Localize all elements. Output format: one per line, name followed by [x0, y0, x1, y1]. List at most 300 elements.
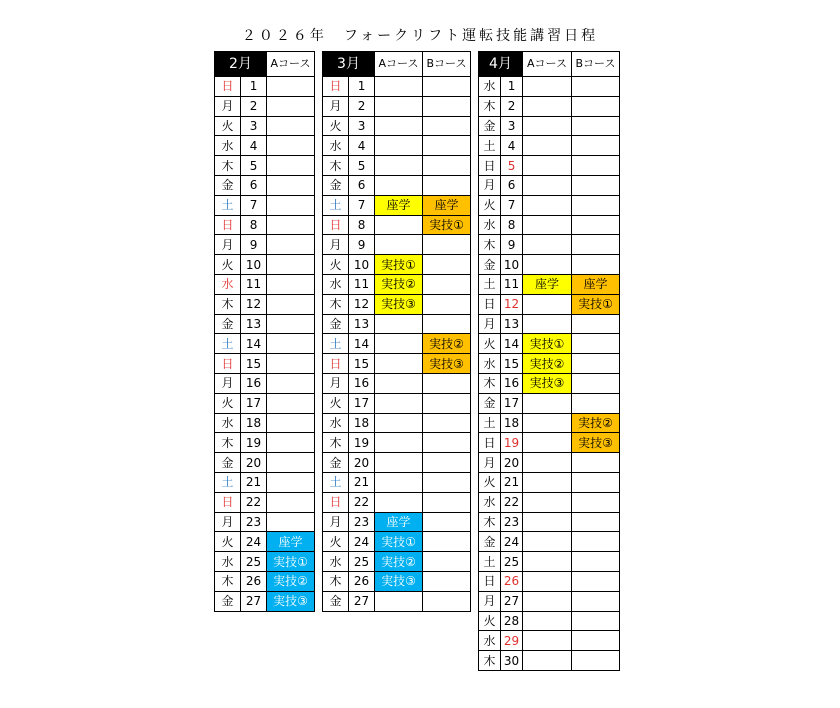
schedule-row [323, 274, 471, 294]
session-cell [267, 314, 315, 334]
day-cell: 2 [349, 96, 375, 116]
session-cell: 実技③ [523, 373, 572, 393]
session-cell [423, 552, 471, 572]
day-cell: 15 [241, 354, 267, 374]
weekday-cell: 月 [323, 235, 349, 255]
schedule-row [323, 393, 471, 413]
session-cell [572, 354, 620, 374]
schedule-row [323, 195, 471, 215]
session-cell: 実技① [267, 552, 315, 572]
weekday-cell: 月 [215, 512, 241, 532]
session-cell [523, 235, 572, 255]
weekday-cell: 月 [479, 175, 501, 195]
day-cell: 15 [349, 354, 375, 374]
day-cell: 19 [501, 433, 523, 453]
weekday-cell: 水 [215, 274, 241, 294]
weekday-cell: 金 [215, 314, 241, 334]
day-cell: 21 [349, 472, 375, 492]
day-cell: 10 [501, 255, 523, 275]
session-cell [572, 393, 620, 413]
session-cell [375, 334, 423, 354]
day-cell: 10 [241, 255, 267, 275]
weekday-cell: 月 [479, 314, 501, 334]
session-cell [572, 552, 620, 572]
session-cell [572, 651, 620, 671]
weekday-cell: 金 [323, 314, 349, 334]
weekday-cell: 木 [479, 96, 501, 116]
day-cell: 27 [501, 591, 523, 611]
day-cell: 9 [349, 235, 375, 255]
session-cell [523, 156, 572, 176]
weekday-cell: 日 [479, 294, 501, 314]
session-cell [375, 136, 423, 156]
session-cell [523, 314, 572, 334]
session-cell [523, 453, 572, 473]
day-cell: 5 [241, 156, 267, 176]
weekday-cell: 木 [215, 294, 241, 314]
schedule-row [323, 354, 471, 374]
schedule-row [479, 96, 620, 116]
weekday-cell: 月 [323, 373, 349, 393]
session-cell: 実技② [523, 354, 572, 374]
session-cell [375, 314, 423, 334]
session-cell: 実技① [523, 334, 572, 354]
session-cell [267, 393, 315, 413]
schedule-row [323, 492, 471, 512]
schedule-row [215, 274, 315, 294]
session-cell: 実技② [375, 552, 423, 572]
day-cell: 3 [241, 116, 267, 136]
day-cell: 14 [241, 334, 267, 354]
weekday-cell: 水 [215, 413, 241, 433]
session-cell [375, 492, 423, 512]
session-cell [572, 255, 620, 275]
day-cell: 14 [501, 334, 523, 354]
session-cell: 座学 [572, 274, 620, 294]
session-cell [572, 334, 620, 354]
day-cell: 13 [501, 314, 523, 334]
session-cell [423, 235, 471, 255]
session-cell [267, 235, 315, 255]
schedule-row [215, 453, 315, 473]
weekday-cell: 水 [479, 77, 501, 97]
day-cell: 11 [501, 274, 523, 294]
schedule-row [479, 215, 620, 235]
month-label: 4月 [479, 52, 523, 77]
session-cell [423, 413, 471, 433]
day-cell: 5 [501, 156, 523, 176]
schedule-row [215, 571, 315, 591]
session-cell [572, 532, 620, 552]
session-cell [572, 136, 620, 156]
session-cell: 座学 [523, 274, 572, 294]
weekday-cell: 火 [323, 532, 349, 552]
weekday-cell: 土 [479, 274, 501, 294]
weekday-cell: 火 [215, 532, 241, 552]
schedule-row [479, 651, 620, 671]
session-cell [375, 77, 423, 97]
day-cell: 24 [501, 532, 523, 552]
schedule-row [323, 96, 471, 116]
day-cell: 27 [241, 591, 267, 611]
session-cell [572, 611, 620, 631]
weekday-cell: 月 [323, 96, 349, 116]
schedule-row [215, 532, 315, 552]
schedule-row [323, 413, 471, 433]
session-cell [267, 77, 315, 97]
weekday-cell: 土 [215, 195, 241, 215]
schedule-row [479, 393, 620, 413]
session-cell [423, 512, 471, 532]
day-cell: 29 [501, 631, 523, 651]
weekday-cell: 土 [479, 136, 501, 156]
day-cell: 15 [501, 354, 523, 374]
session-cell [572, 175, 620, 195]
session-cell [267, 156, 315, 176]
schedule-row [479, 354, 620, 374]
weekday-cell: 土 [479, 552, 501, 572]
day-cell: 20 [241, 453, 267, 473]
day-cell: 28 [501, 611, 523, 631]
schedule-row [479, 334, 620, 354]
schedule-row [479, 274, 620, 294]
schedule-row [215, 492, 315, 512]
schedule-row [323, 156, 471, 176]
weekday-cell: 水 [479, 631, 501, 651]
session-cell [423, 77, 471, 97]
session-cell [572, 373, 620, 393]
weekday-cell: 土 [323, 334, 349, 354]
session-cell [572, 512, 620, 532]
schedule-row [323, 77, 471, 97]
schedule-row [479, 433, 620, 453]
day-cell: 12 [501, 294, 523, 314]
weekday-cell: 月 [215, 373, 241, 393]
weekday-cell: 日 [323, 77, 349, 97]
session-cell [267, 116, 315, 136]
schedule-row [215, 96, 315, 116]
session-cell [423, 591, 471, 611]
day-cell: 27 [349, 591, 375, 611]
session-cell [523, 571, 572, 591]
schedule-row [323, 116, 471, 136]
schedule-row [479, 195, 620, 215]
session-cell: 実技② [423, 334, 471, 354]
session-cell: 実技① [572, 294, 620, 314]
day-cell: 18 [349, 413, 375, 433]
schedule-row [479, 571, 620, 591]
session-cell [267, 512, 315, 532]
session-cell [375, 215, 423, 235]
day-cell: 25 [241, 552, 267, 572]
day-cell: 22 [241, 492, 267, 512]
schedule-row [215, 591, 315, 611]
session-cell [423, 433, 471, 453]
schedule-row [323, 255, 471, 275]
session-cell: 座学 [375, 195, 423, 215]
session-cell [423, 255, 471, 275]
weekday-cell: 日 [479, 156, 501, 176]
schedule-row [323, 433, 471, 453]
weekday-cell: 日 [479, 571, 501, 591]
schedule-row [479, 116, 620, 136]
schedule-row [323, 235, 471, 255]
schedule-row [215, 334, 315, 354]
weekday-cell: 土 [323, 472, 349, 492]
schedule-row [215, 373, 315, 393]
schedule-row [479, 512, 620, 532]
schedule-row [323, 294, 471, 314]
session-cell [572, 235, 620, 255]
day-cell: 1 [241, 77, 267, 97]
day-cell: 11 [349, 274, 375, 294]
weekday-cell: 日 [215, 354, 241, 374]
session-cell [267, 334, 315, 354]
day-cell: 16 [501, 373, 523, 393]
schedule-row [323, 571, 471, 591]
day-cell: 3 [501, 116, 523, 136]
session-cell [523, 591, 572, 611]
session-cell [267, 255, 315, 275]
course-header: Bコース [423, 52, 471, 77]
weekday-cell: 金 [215, 175, 241, 195]
session-cell [572, 492, 620, 512]
schedule-row [215, 512, 315, 532]
course-header: Aコース [267, 52, 315, 77]
session-cell [423, 175, 471, 195]
session-cell [523, 611, 572, 631]
schedule-row [215, 136, 315, 156]
session-cell [523, 215, 572, 235]
weekday-cell: 土 [323, 195, 349, 215]
course-header: Aコース [523, 52, 572, 77]
weekday-cell: 日 [215, 215, 241, 235]
session-cell [423, 136, 471, 156]
schedule-row [215, 195, 315, 215]
session-cell [267, 274, 315, 294]
day-cell: 23 [349, 512, 375, 532]
calendar-april [478, 51, 620, 671]
weekday-cell: 木 [215, 571, 241, 591]
day-cell: 24 [241, 532, 267, 552]
session-cell [267, 175, 315, 195]
day-cell: 9 [241, 235, 267, 255]
weekday-cell: 火 [323, 255, 349, 275]
schedule-row [323, 373, 471, 393]
weekday-cell: 金 [479, 532, 501, 552]
schedule-row [323, 334, 471, 354]
weekday-cell: 火 [215, 116, 241, 136]
day-cell: 21 [501, 472, 523, 492]
day-cell: 23 [241, 512, 267, 532]
session-cell [375, 453, 423, 473]
schedule-row [215, 552, 315, 572]
schedule-row [215, 294, 315, 314]
session-cell [572, 314, 620, 334]
weekday-cell: 金 [479, 393, 501, 413]
day-cell: 1 [501, 77, 523, 97]
day-cell: 17 [241, 393, 267, 413]
session-cell [375, 175, 423, 195]
header-row [479, 52, 620, 77]
session-cell [572, 156, 620, 176]
schedule-row [215, 175, 315, 195]
session-cell [423, 373, 471, 393]
day-cell: 7 [349, 195, 375, 215]
session-cell [375, 373, 423, 393]
schedule-row [323, 175, 471, 195]
day-cell: 18 [241, 413, 267, 433]
weekday-cell: 水 [323, 274, 349, 294]
session-cell [523, 116, 572, 136]
session-cell: 実技① [423, 215, 471, 235]
session-cell [375, 591, 423, 611]
session-cell [267, 96, 315, 116]
schedule-row [479, 136, 620, 156]
weekday-cell: 金 [479, 116, 501, 136]
day-cell: 2 [241, 96, 267, 116]
day-cell: 11 [241, 274, 267, 294]
session-cell [375, 96, 423, 116]
session-cell [423, 571, 471, 591]
session-cell: 座学 [423, 195, 471, 215]
session-cell [523, 631, 572, 651]
weekday-cell: 火 [215, 255, 241, 275]
day-cell: 25 [501, 552, 523, 572]
schedule-row [479, 631, 620, 651]
session-cell [572, 215, 620, 235]
session-cell [267, 136, 315, 156]
weekday-cell: 金 [323, 453, 349, 473]
session-cell [423, 472, 471, 492]
header-row [215, 52, 315, 77]
weekday-cell: 木 [215, 156, 241, 176]
session-cell [267, 492, 315, 512]
weekday-cell: 木 [323, 571, 349, 591]
session-cell: 実技③ [267, 591, 315, 611]
page-title: ２０２６年 フォークリフト運転技能講習日程 [241, 28, 599, 44]
session-cell [423, 116, 471, 136]
weekday-cell: 土 [479, 413, 501, 433]
session-cell [423, 492, 471, 512]
session-cell [523, 552, 572, 572]
session-cell: 実技② [267, 571, 315, 591]
day-cell: 19 [349, 433, 375, 453]
day-cell: 2 [501, 96, 523, 116]
schedule-row [323, 215, 471, 235]
day-cell: 20 [349, 453, 375, 473]
schedule-row [479, 413, 620, 433]
session-cell [523, 136, 572, 156]
day-cell: 5 [349, 156, 375, 176]
session-cell [423, 453, 471, 473]
weekday-cell: 月 [479, 453, 501, 473]
weekday-cell: 日 [215, 77, 241, 97]
session-cell [375, 393, 423, 413]
day-cell: 22 [501, 492, 523, 512]
session-cell [523, 175, 572, 195]
session-cell [423, 393, 471, 413]
schedule-row [323, 314, 471, 334]
weekday-cell: 土 [215, 472, 241, 492]
session-cell [375, 116, 423, 136]
weekday-cell: 火 [323, 116, 349, 136]
session-cell [267, 373, 315, 393]
schedule-row [215, 393, 315, 413]
weekday-cell: 水 [323, 136, 349, 156]
schedule-row [215, 116, 315, 136]
schedule-row [479, 77, 620, 97]
schedule-row [215, 215, 315, 235]
weekday-cell: 木 [479, 373, 501, 393]
session-cell [267, 472, 315, 492]
session-cell [523, 96, 572, 116]
schedule-row [479, 314, 620, 334]
schedule-row [479, 611, 620, 631]
weekday-cell: 水 [479, 215, 501, 235]
weekday-cell: 金 [479, 255, 501, 275]
day-cell: 7 [501, 195, 523, 215]
session-cell [523, 532, 572, 552]
session-cell [375, 156, 423, 176]
session-cell [523, 492, 572, 512]
day-cell: 4 [501, 136, 523, 156]
day-cell: 17 [501, 393, 523, 413]
weekday-cell: 金 [323, 591, 349, 611]
weekday-cell: 月 [215, 235, 241, 255]
session-cell [523, 294, 572, 314]
session-cell: 実技③ [572, 433, 620, 453]
session-cell [523, 255, 572, 275]
weekday-cell: 水 [479, 354, 501, 374]
day-cell: 13 [241, 314, 267, 334]
weekday-cell: 水 [323, 552, 349, 572]
day-cell: 18 [501, 413, 523, 433]
session-cell [267, 413, 315, 433]
schedule-row [215, 77, 315, 97]
weekday-cell: 火 [323, 393, 349, 413]
day-cell: 22 [349, 492, 375, 512]
session-cell [572, 472, 620, 492]
weekday-cell: 木 [479, 235, 501, 255]
session-cell: 実技② [375, 274, 423, 294]
schedule-row [479, 156, 620, 176]
session-cell [523, 413, 572, 433]
calendar-march [322, 51, 471, 612]
weekday-cell: 火 [479, 334, 501, 354]
day-cell: 16 [241, 373, 267, 393]
session-cell [572, 571, 620, 591]
weekday-cell: 木 [479, 512, 501, 532]
schedule-row [479, 532, 620, 552]
weekday-cell: 木 [215, 433, 241, 453]
schedule-row [323, 591, 471, 611]
weekday-cell: 金 [215, 591, 241, 611]
session-cell [572, 453, 620, 473]
weekday-cell: 水 [215, 552, 241, 572]
session-cell [523, 472, 572, 492]
schedule-row [479, 175, 620, 195]
day-cell: 24 [349, 532, 375, 552]
schedule-row [215, 433, 315, 453]
weekday-cell: 日 [479, 433, 501, 453]
day-cell: 16 [349, 373, 375, 393]
schedule-row [479, 492, 620, 512]
day-cell: 12 [241, 294, 267, 314]
session-cell [267, 354, 315, 374]
schedule-row [479, 552, 620, 572]
weekday-cell: 水 [479, 492, 501, 512]
